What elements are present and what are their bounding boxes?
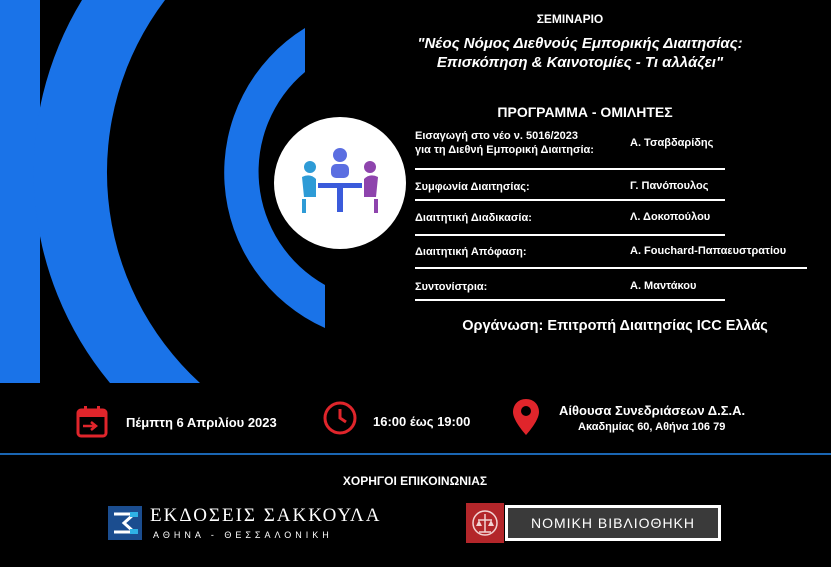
program-row-4-speaker: A. Fouchard-Παπαευστρατίου <box>630 245 787 257</box>
event-time: 16:00 έως 19:00 <box>373 414 471 429</box>
nomiki-emblem-icon <box>466 503 504 543</box>
program-row-5-topic: Συντονίστρια: <box>415 281 488 293</box>
row-divider <box>415 234 725 236</box>
row-divider <box>415 168 725 170</box>
calendar-icon <box>75 404 109 438</box>
program-row-3-speaker: Λ. Δοκοπούλου <box>630 211 711 223</box>
seminar-title <box>380 34 780 72</box>
clock-icon <box>322 400 358 436</box>
sakkoulas-logo-icon <box>108 506 142 540</box>
sakkoulas-subtitle: ΑΘΗΝΑ - ΘΕΣΣΑΛΟΝΙΚΗ <box>153 530 333 540</box>
row-divider <box>415 267 807 269</box>
sakkoulas-name: ΕΚΔΟΣΕΙΣ ΣΑΚΚΟΥΛΑ <box>150 505 382 526</box>
topic-line: για τη Διεθνή Εμπορική Διαιτησία: <box>415 144 594 156</box>
event-type-label: ΣΕΜΙΝΑΡΙΟ <box>536 12 604 26</box>
seminar-title-line2: Επισκόπηση & Καινοτομίες - Τι αλλάζει" <box>436 54 724 71</box>
program-heading: ΠΡΟΓΡΑΜΜΑ - ΟΜΙΛΗΤΕΣ <box>497 104 673 120</box>
program-row-2-speaker: Γ. Πανόπουλος <box>630 180 709 192</box>
program-row-4-topic: Διαιτητική Απόφαση: <box>415 246 527 258</box>
program-row-2-topic: Συμφωνία Διαιτησίας: <box>415 181 530 193</box>
event-address: Ακαδημίας 60, Αθήνα 106 79 <box>578 421 726 433</box>
seminar-title-line1: "Νέος Νόμος Διεθνούς Εμπορικής Διαιτησίας: <box>417 35 743 52</box>
program-row-1-topic <box>415 129 594 157</box>
program-row-1-speaker: Α. Τσαβδαρίδης <box>630 137 714 149</box>
nomiki-name: ΝΟΜΙΚΗ ΒΙΒΛΙΟΘΗΚΗ <box>508 508 718 538</box>
sponsors-heading: ΧΟΡΗΓΟΙ ΕΠΙΚΟΙΝΩΝΙΑΣ <box>342 474 488 488</box>
meeting-icon <box>272 115 408 251</box>
row-divider <box>415 199 725 201</box>
section-divider <box>0 453 831 455</box>
row-divider <box>415 299 725 301</box>
location-pin-icon <box>512 398 540 436</box>
topic-line: Εισαγωγή στο νέο ν. 5016/2023 <box>415 130 578 142</box>
event-venue: Αίθουσα Συνεδριάσεων Δ.Σ.Α. <box>559 403 746 418</box>
program-row-5-speaker: Α. Μαντάκου <box>630 280 697 292</box>
organizer-text: Οργάνωση: Επιτροπή Διαιτησίας ICC Ελλάς <box>462 318 768 334</box>
program-row-3-topic: Διαιτητική Διαδικασία: <box>415 212 532 224</box>
event-date: Πέμπτη 6 Απριλίου 2023 <box>126 415 277 430</box>
